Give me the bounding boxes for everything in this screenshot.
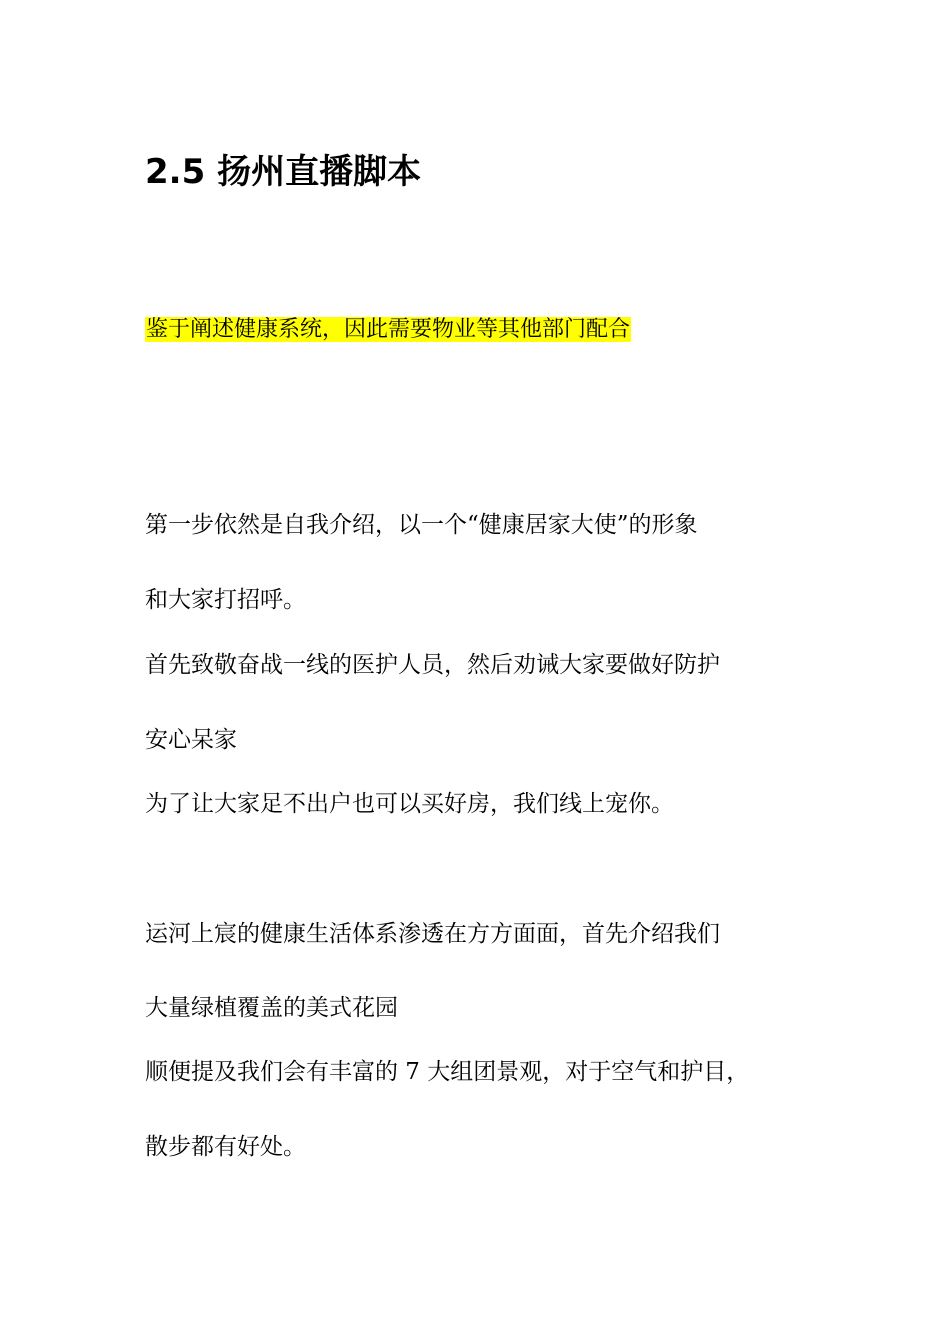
paragraph-line: 运河上宸的健康生活体系渗透在方方面面，首先介绍我们 [145, 921, 720, 947]
paragraph-line: 散步都有好处。 [145, 1134, 306, 1160]
paragraph-line: 首先致敬奋战一线的医护人员，然后劝诫大家要做好防护 [145, 652, 720, 678]
document-title: 2.5 扬州直播脚本 [145, 152, 422, 192]
paragraph-line: 为了让大家足不出户也可以买好房，我们线上宠你。 [145, 791, 674, 817]
paragraph-line: 顺便提及我们会有丰富的 7 大组团景观，对于空气和护目， [145, 1059, 750, 1085]
paragraph-line: 大量绿植覆盖的美式花园 [145, 995, 398, 1021]
highlighted-note [145, 315, 631, 345]
paragraph-line: 第一步依然是自我介绍，以一个“健康居家大使”的形象 [145, 512, 698, 538]
highlighted-note-text: 鉴于阐述健康系统，因此需要物业等其他部门配合 [146, 317, 631, 342]
paragraph-line: 安心呆家 [145, 727, 237, 753]
paragraph-line: 和大家打招呼。 [145, 587, 306, 613]
